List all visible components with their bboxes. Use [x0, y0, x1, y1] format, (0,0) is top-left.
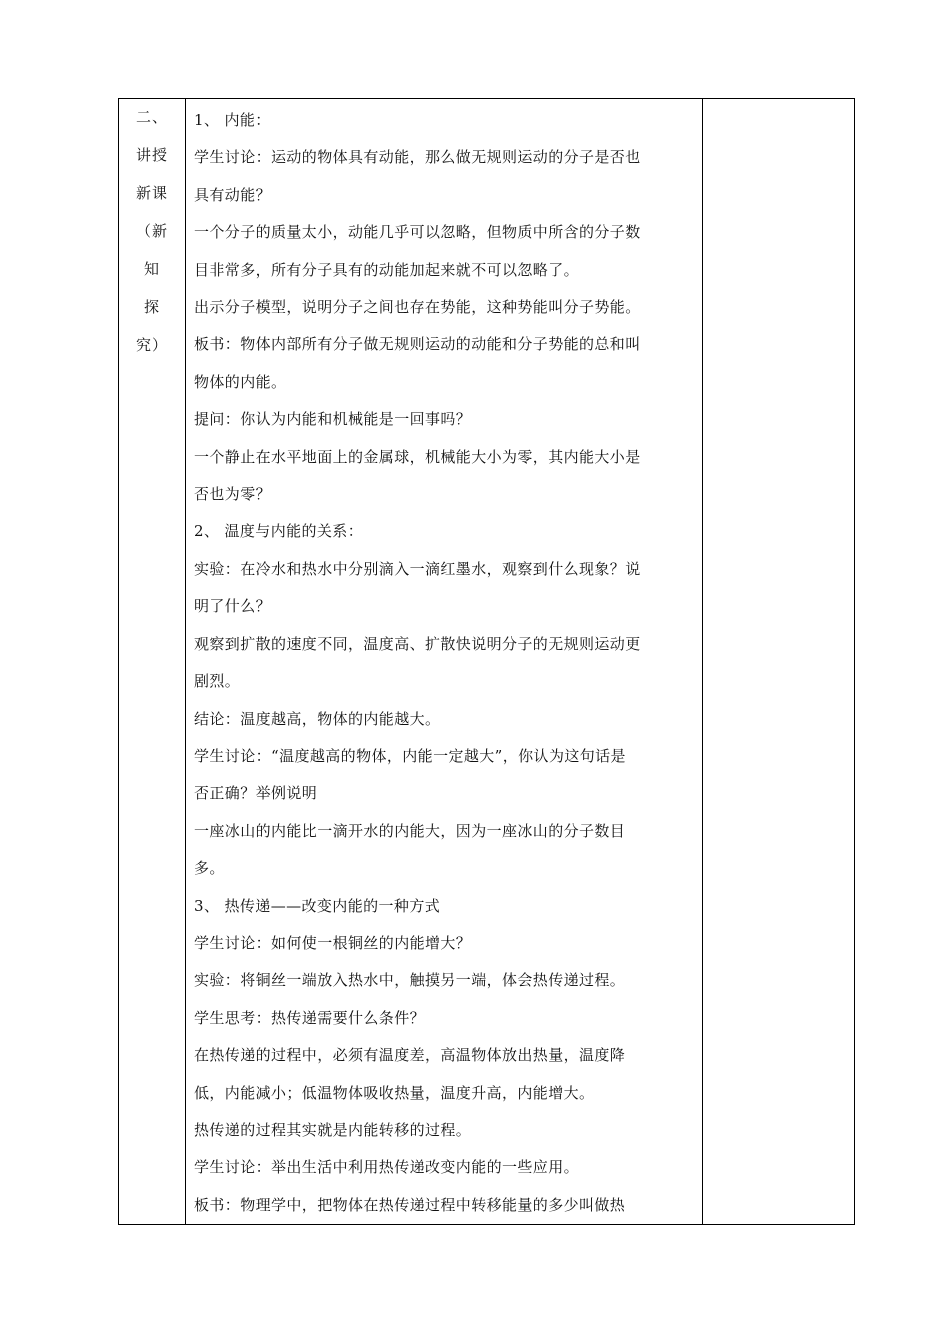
- content-line: 热传递的过程其实就是内能转移的过程。: [194, 1120, 472, 1139]
- content-line: 1、 内能：: [194, 111, 271, 129]
- lesson-content: [186, 99, 702, 1224]
- content-line: 低，内能减小；低温物体吸收热量，温度升高，内能增大。: [194, 1083, 595, 1102]
- section-label-line: 新课: [135, 184, 168, 202]
- content-line: 实验：在冷水和热水中分别滴入一滴红墨水，观察到什么现象？说: [194, 559, 641, 578]
- content-line: 板书：物理学中，把物体在热传递过程中转移能量的多少叫做热: [194, 1195, 626, 1214]
- section-label-cell: [119, 99, 186, 1225]
- notes-cell: [703, 99, 855, 1225]
- content-line: 学生讨论：“温度越高的物体，内能一定越大”，你认为这句话是: [194, 746, 626, 765]
- content-line: 观察到扩散的速度不同，温度高、扩散快说明分子的无规则运动更: [194, 634, 641, 653]
- content-line: 目非常多，所有分子具有的动能加起来就不可以忽略了。: [194, 260, 580, 279]
- section-label-line: 探: [143, 298, 160, 316]
- section-label-line: 知: [143, 260, 160, 278]
- content-line: 一个分子的质量太小，动能几乎可以忽略，但物质中所含的分子数: [194, 223, 641, 242]
- content-line: 明了什么？: [194, 597, 272, 616]
- content-line: 在热传递的过程中，必须有温度差，高温物体放出热量，温度降: [194, 1046, 626, 1065]
- content-line: 具有动能？: [194, 185, 272, 204]
- section-label-line: （新: [135, 222, 168, 240]
- content-line: 出示分子模型，说明分子之间也存在势能，这种势能叫分子势能。: [194, 298, 641, 317]
- content-line: 提问：你认为内能和机械能是一回事吗？: [194, 410, 472, 429]
- content-line: 3、 热传递——改变内能的一种方式: [194, 896, 441, 915]
- lesson-plan-table: [118, 98, 855, 1225]
- lesson-content-cell: [186, 99, 703, 1225]
- section-label: [119, 99, 185, 368]
- content-line: 学生讨论：举出生活中利用热传递改变内能的一些应用。: [194, 1158, 580, 1177]
- content-line: 学生思考：热传递需要什么条件？: [194, 1008, 426, 1027]
- content-line: 否正确？举例说明: [194, 784, 318, 803]
- content-line: 板书：物体内部所有分子做无规则运动的动能和分子势能的总和叫: [194, 335, 641, 354]
- content-line: 结论：温度越高，物体的内能越大。: [194, 709, 441, 728]
- content-line: 物体的内能。: [194, 372, 287, 391]
- content-line: 剧烈。: [194, 672, 241, 691]
- content-line: 多。: [194, 859, 225, 878]
- content-line: 学生讨论：运动的物体具有动能，那么做无规则运动的分子是否也: [194, 148, 641, 167]
- content-line: 一座冰山的内能比一滴开水的内能大，因为一座冰山的分子数目: [194, 821, 626, 840]
- content-line: 实验：将铜丝一端放入热水中，触摸另一端，体会热传递过程。: [194, 971, 626, 990]
- content-line: 一个静止在水平地面上的金属球，机械能大小为零，其内能大小是: [194, 447, 641, 466]
- table-row: [119, 99, 855, 1225]
- section-label-line: 二、: [135, 108, 168, 126]
- section-label-line: 讲授: [135, 146, 168, 164]
- content-line: 2、 温度与内能的关系：: [194, 522, 364, 541]
- content-line: 否也为零？: [194, 485, 272, 504]
- section-label-line: 究）: [135, 336, 168, 354]
- content-line: 学生讨论：如何使一根铜丝的内能增大？: [194, 933, 472, 952]
